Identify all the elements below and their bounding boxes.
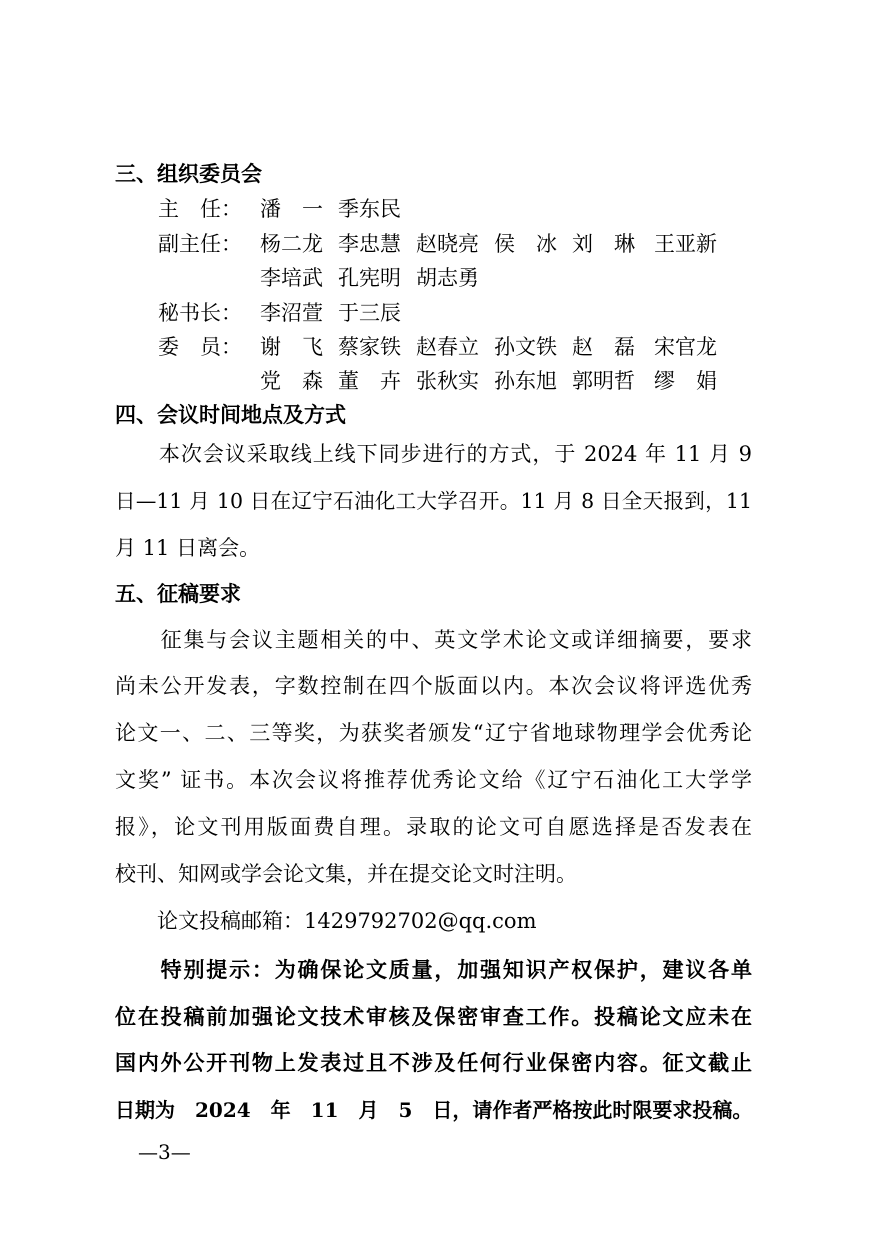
secretary-label: 秘书长： <box>158 301 242 325</box>
member-name: 谢 飞 <box>260 335 323 359</box>
paragraph-line: 尚未公开发表，字数控制在四个版面以内。本次会议将评选优秀 <box>115 674 752 698</box>
member-name: 蔡家铁 <box>338 335 401 359</box>
paragraph-line: 文奖” 证书。本次会议将推荐优秀论文给《辽宁石油化工大学学 <box>115 768 752 792</box>
special-notice-line: 特别提示：为确保论文质量，加强知识产权保护，建议各单 <box>115 957 752 982</box>
section-heading-committee: 三、组织委员会 <box>115 161 262 186</box>
paragraph-line: 日—11 月 10 日在辽宁石油化工大学召开。11 月 8 日全天报到，11 <box>115 489 752 513</box>
member-name: 党 森 <box>260 369 323 393</box>
vice-chair-name: 李忠慧 <box>338 232 401 256</box>
submission-email: 论文投稿邮箱：1429792702@qq.com <box>115 909 537 933</box>
member-name: 郭明哲 <box>572 369 635 393</box>
vice-chair-name: 胡志勇 <box>416 266 479 290</box>
vice-chair-name: 赵晓亮 <box>416 232 479 256</box>
paragraph-line: 校刊、知网或学会论文集，并在提交论文时注明。 <box>115 862 577 886</box>
member-label: 委 员： <box>158 335 242 359</box>
vice-chair-name: 李培武 <box>260 266 323 290</box>
member-name: 张秋实 <box>416 369 479 393</box>
paragraph-line: 月 11 日离会。 <box>115 536 261 560</box>
member-name: 赵 磊 <box>572 335 635 359</box>
member-name: 孙文铁 <box>494 335 557 359</box>
paragraph-line: 征集与会议主题相关的中、英文学术论文或详细摘要，要求 <box>115 628 752 652</box>
page-number: —3— <box>138 1140 191 1164</box>
chair-name: 潘 一 <box>260 197 323 221</box>
chair-name: 季东民 <box>338 197 401 221</box>
paragraph-line: 本次会议采取线上线下同步进行的方式，于 2024 年 11 月 9 <box>115 442 752 466</box>
vice-chair-name: 孔宪明 <box>338 266 401 290</box>
secretary-name: 于三辰 <box>338 301 401 325</box>
paragraph-line: 报》，论文刊用版面费自理。录取的论文可自愿选择是否发表在 <box>115 815 752 839</box>
vice-chair-label: 副主任： <box>158 232 242 256</box>
member-name: 赵春立 <box>416 335 479 359</box>
member-name: 缪 娟 <box>654 369 717 393</box>
section-heading-submission: 五、征稿要求 <box>115 581 241 606</box>
member-name: 董 卉 <box>338 369 401 393</box>
vice-chair-name: 侯 冰 <box>494 232 557 256</box>
chair-label: 主 任： <box>158 197 242 221</box>
vice-chair-name: 刘 琳 <box>572 232 635 256</box>
vice-chair-name: 王亚新 <box>654 232 717 256</box>
special-notice-line: 位在投稿前加强论文技术审核及保密审查工作。投稿论文应未在 <box>115 1004 752 1029</box>
member-name: 孙东旭 <box>494 369 557 393</box>
special-notice-line: 日期为 2024 年 11 月 5 日，请作者严格按此时限要求投稿。 <box>115 1098 753 1122</box>
member-name: 宋官龙 <box>654 335 717 359</box>
special-notice-line: 国内外公开刊物上发表过且不涉及任何行业保密内容。征文截止 <box>115 1050 752 1075</box>
section-heading-schedule: 四、会议时间地点及方式 <box>115 402 346 427</box>
vice-chair-name: 杨二龙 <box>260 232 323 256</box>
paragraph-line: 论文一、二、三等奖，为获奖者颁发“辽宁省地球物理学会优秀论 <box>115 721 752 745</box>
secretary-name: 李沼萱 <box>260 301 323 325</box>
